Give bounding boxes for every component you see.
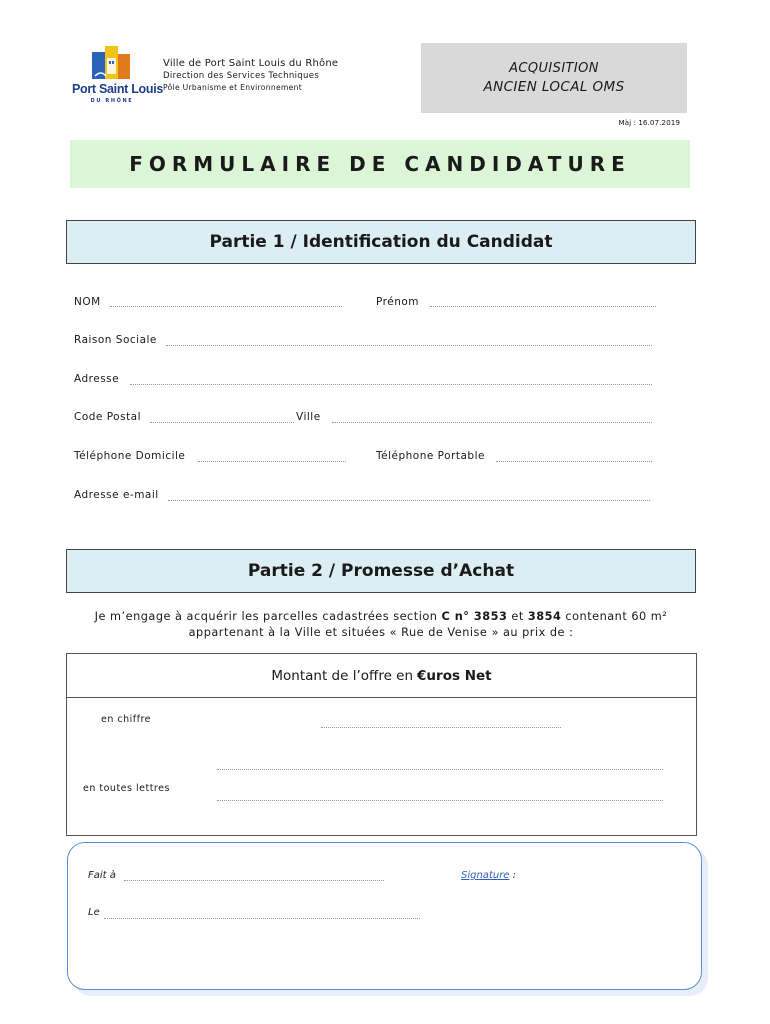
label-en-chiffre: en chiffre xyxy=(101,714,151,725)
commitment-line-1 xyxy=(66,609,696,625)
label-prenom: Prénom xyxy=(376,296,420,308)
field-amount-words-2[interactable] xyxy=(217,800,663,801)
commitment-pre: Je m’engage à acquérir les parcelles cadastrées section xyxy=(94,610,442,623)
label-tel-domicile: Téléphone Domicile xyxy=(74,450,186,462)
field-tel-portable[interactable] xyxy=(496,461,652,462)
label-raison-sociale: Raison Sociale xyxy=(74,334,157,346)
commitment-post: contenant 60 m² xyxy=(561,610,668,623)
org-pole: Pôle Urbanisme et Environnement xyxy=(163,83,303,92)
subject-banner xyxy=(421,43,687,113)
org-direction: Direction des Services Techniques xyxy=(163,71,320,81)
offer-currency: €uros Net xyxy=(417,667,492,684)
offer-table xyxy=(66,653,697,836)
label-en-lettres: en toutes lettres xyxy=(83,783,170,794)
field-prenom[interactable] xyxy=(430,306,656,307)
signature-link-text: Signature xyxy=(461,870,510,881)
banner-line-2: ANCIEN LOCAL OMS xyxy=(483,79,625,95)
label-fait-a: Fait à xyxy=(88,870,116,881)
logo-subtext: DU RHÔNE xyxy=(90,98,134,104)
logo-text: Port Saint Louis xyxy=(72,82,164,96)
org-city: Ville de Port Saint Louis du Rhône xyxy=(163,58,339,69)
form-title: FORMULAIRE DE CANDIDATURE xyxy=(70,140,690,188)
city-emblem-icon xyxy=(92,46,130,80)
banner-line-1: ACQUISITION xyxy=(509,61,599,76)
field-adresse[interactable] xyxy=(130,384,652,385)
label-tel-portable: Téléphone Portable xyxy=(376,450,485,462)
offer-heading-text: Montant de l’offre en xyxy=(271,667,414,684)
field-code-postal[interactable] xyxy=(150,422,294,423)
organization-block xyxy=(163,58,338,92)
label-adresse: Adresse xyxy=(74,373,120,385)
field-tel-domicile[interactable] xyxy=(198,461,346,462)
signature-box xyxy=(67,842,702,990)
field-amount-digits[interactable] xyxy=(321,727,561,728)
city-logo xyxy=(72,46,164,108)
field-ville[interactable] xyxy=(332,422,652,423)
field-date[interactable] xyxy=(104,918,420,919)
commitment-text xyxy=(66,609,696,641)
part2-heading: Partie 2 / Promesse d’Achat xyxy=(66,549,696,593)
commitment-line-2: appartenant à la Ville et situées « Rue de Venise » au prix de : xyxy=(188,626,574,639)
label-email: Adresse e-mail xyxy=(74,489,159,501)
label-code-postal: Code Postal xyxy=(74,411,142,423)
signature-label xyxy=(461,870,516,881)
signature-colon: : xyxy=(509,870,517,881)
offer-heading xyxy=(67,654,696,698)
field-nom[interactable] xyxy=(110,306,342,307)
field-amount-words-1[interactable] xyxy=(217,769,663,770)
part1-heading: Partie 1 / Identification du Candidat xyxy=(66,220,696,264)
parcel-section: C n° 3853 xyxy=(441,610,508,623)
field-email[interactable] xyxy=(168,500,650,501)
update-date: Màj : 16.07.2019 xyxy=(618,118,680,127)
commitment-mid: et xyxy=(507,610,528,623)
parcel-number-2: 3854 xyxy=(527,610,562,623)
label-le: Le xyxy=(88,907,100,918)
label-nom: NOM xyxy=(74,296,101,308)
label-ville: Ville xyxy=(296,411,321,423)
field-fait-a[interactable] xyxy=(124,880,384,881)
field-raison-sociale[interactable] xyxy=(166,345,652,346)
